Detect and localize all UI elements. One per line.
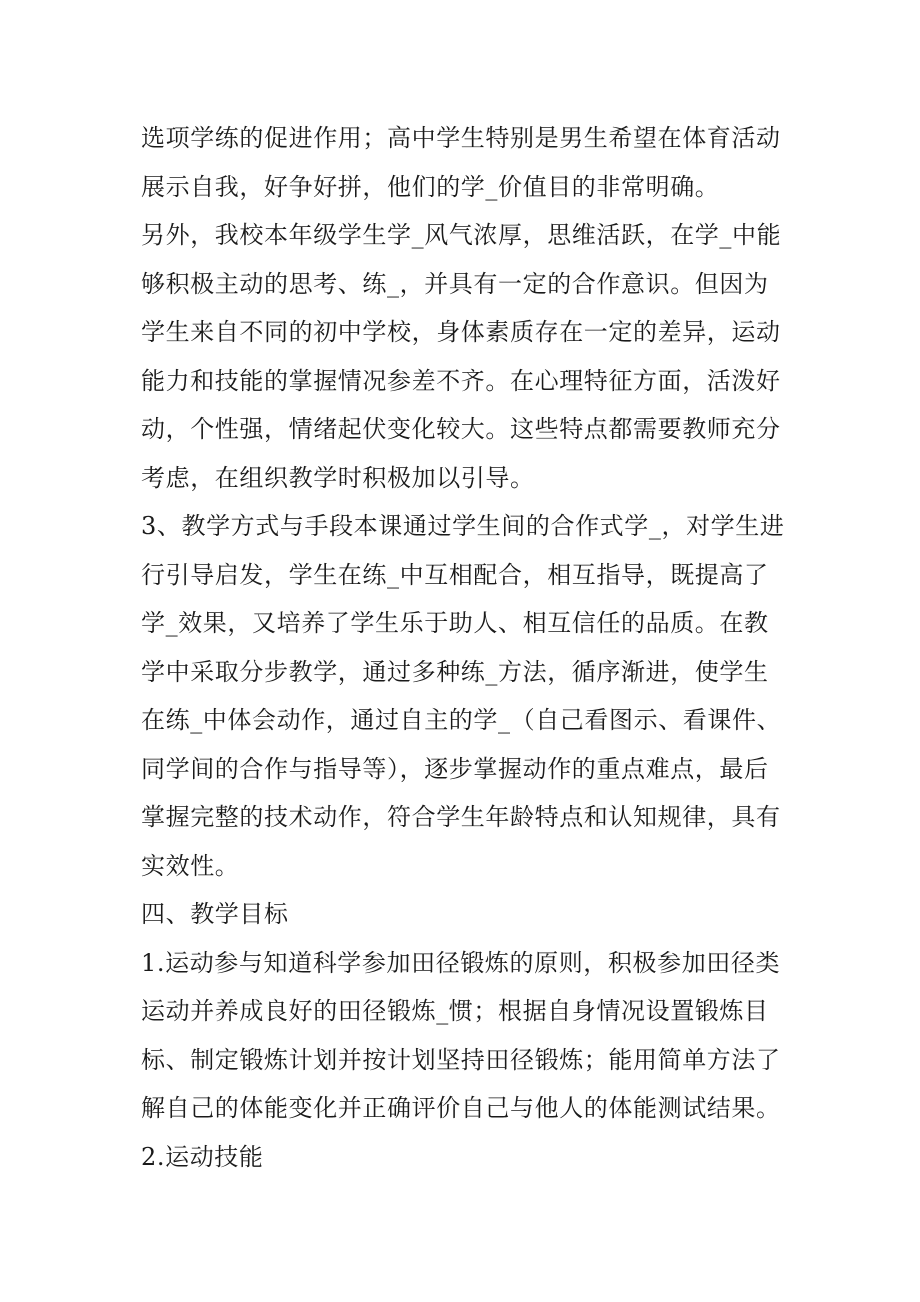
section-heading: 四、教学目标 [141, 900, 289, 928]
text-line: 同学间的合作与指导等），逐步掌握动作的重点难点，最后 [141, 754, 769, 783]
text-line: 选项学练的促进作用；高中学生特别是男生希望在体育活动 [141, 124, 781, 152]
text-line: 在练_中体会动作，通过自主的学_（自己看图示、看课件、 [141, 706, 782, 734]
text-line: 实效性。 [141, 851, 240, 880]
text-line: 能力和技能的掌握情况参差不齐。在心理特征方面，活泼好 [141, 366, 781, 395]
text-line: 标、制定锻炼计划并按计划坚持田径锻炼；能用简单方法了 [141, 1045, 781, 1074]
text-line: 学中采取分步教学，通过多种练_方法，循序渐进，使学生 [141, 657, 769, 686]
text-line: 够积极主动的思考、练_，并具有一定的合作意识。但因为 [141, 269, 769, 298]
text-line: 行引导启发，学生在练_中互相配合，相互指导，既提高了 [141, 560, 769, 589]
text-line: 展示自我，好争好拼，他们的学_价值目的非常明确。 [141, 172, 720, 201]
text-line: 掌握完整的技术动作，符合学生年龄特点和认知规律，具有 [141, 803, 781, 831]
text-line: 考虑，在组织教学时积极加以引导。 [141, 463, 535, 492]
text-line: 动，个性强，情绪起伏变化较大。这些特点都需要教师充分 [141, 415, 781, 443]
document-body [141, 114, 791, 1181]
text-line: 学生来自不同的初中学校，身体素质存在一定的差异，运动 [141, 318, 781, 346]
subsection-heading: 2.运动技能 [141, 1142, 264, 1171]
text-line: 另外，我校本年级学生学_风气浓厚，思维活跃，在学_中能 [141, 221, 782, 249]
text-line: 解自己的体能变化并正确评价自己与他人的体能测试结果。 [141, 1094, 781, 1122]
text-line: 运动并养成良好的田径锻炼_惯；根据自身情况设置锻炼目 [141, 997, 769, 1025]
text-line: 学_效果，又培养了学生乐于助人、相互信任的品质。在教 [141, 609, 769, 637]
text-line: 1.运动参与知道科学参加田径锻炼的原则，积极参加田径类 [141, 948, 781, 977]
text-line: 3、教学方式与手段本课通过学生间的合作式学_，对学生进 [141, 512, 785, 540]
